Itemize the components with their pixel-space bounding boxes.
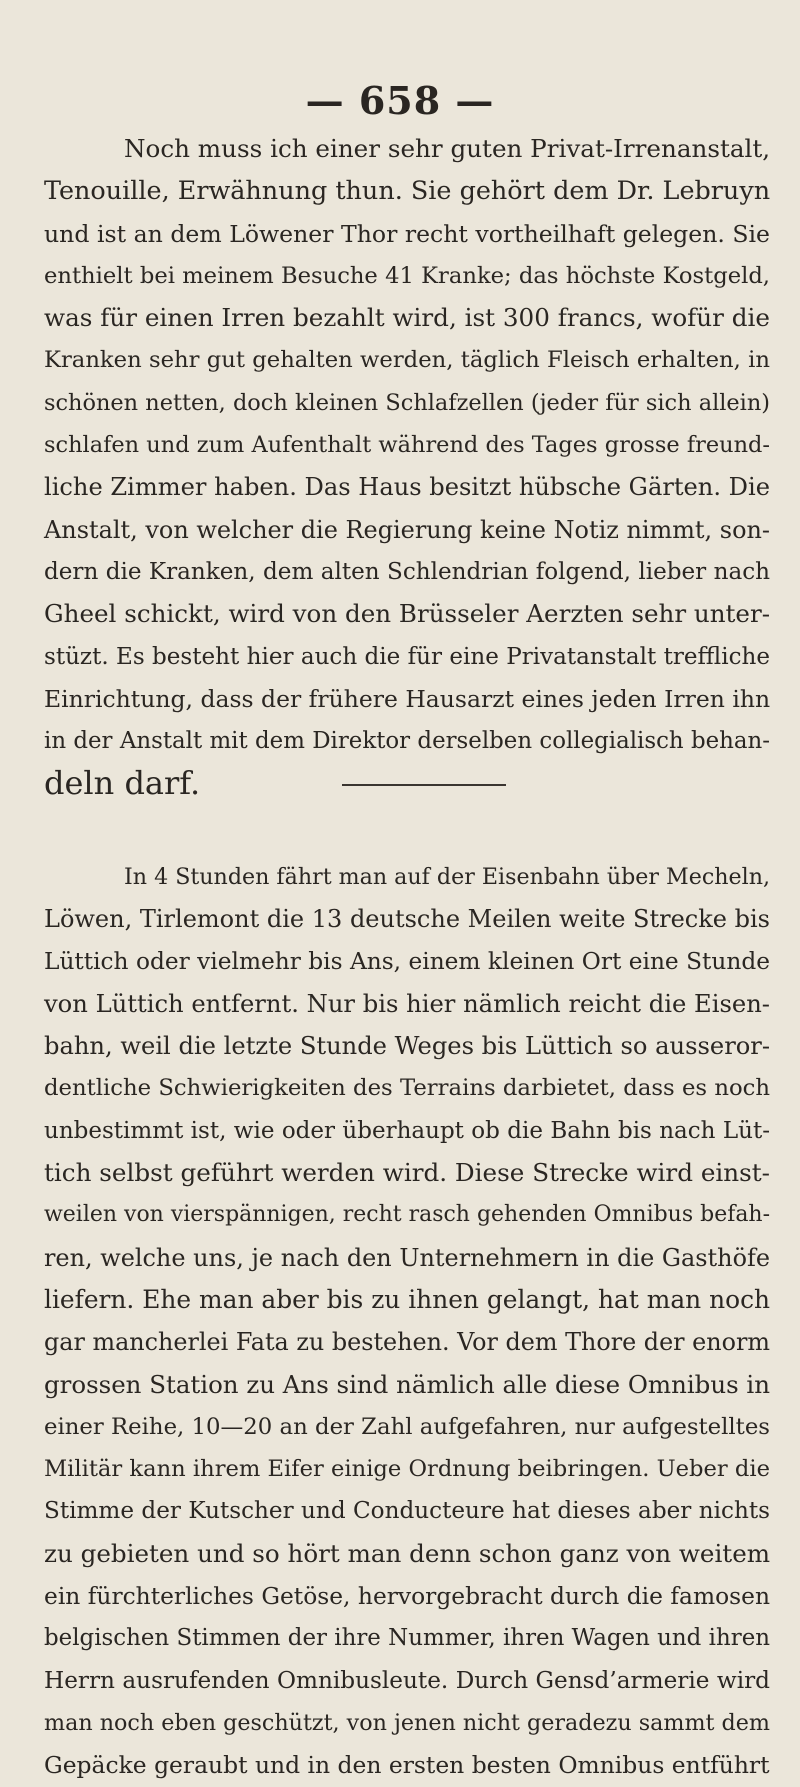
text-line: In 4 Stunden fährt man auf der Eisenbahn über Mecheln,	[124, 864, 771, 890]
text-line: enthielt bei meinem Besuche 41 Kranke; das höchste Kostgeld,	[44, 262, 770, 289]
text-line: gar mancherlei Fata zu bestehen. Vor dem Thore der enorm	[44, 1328, 770, 1357]
text-line: Stimme der Kutscher und Conducteure hat dieses aber nichts	[44, 1498, 770, 1525]
text-line: deln darf.	[44, 764, 201, 803]
text-line: was für einen Irren bezahlt wird, ist 300 francs, wofür die	[44, 303, 770, 333]
text-line: tich selbst geführt werden wird. Diese Strecke wird einst-	[44, 1158, 770, 1188]
text-line: schönen netten, doch kleinen Schlafzellen (jeder für sich allein)	[44, 389, 770, 416]
text-line: belgischen Stimmen der ihre Nummer, ihren Wagen und ihren	[44, 1625, 770, 1652]
text-line: einer Reihe, 10—20 an der Zahl aufgefahren, nur aufgestelltes	[44, 1413, 770, 1440]
text-line: und ist an dem Löwener Thor recht vortheilhaft gelegen. Sie	[44, 219, 770, 248]
text-line: Gheel schickt, wird von den Brüsseler Aerzten sehr unter-	[44, 599, 771, 629]
text-line: ren, welche uns, je nach den Unternehmern in die Gasthöfe	[44, 1243, 770, 1272]
text-line: stüzt. Es besteht hier auch die für eine Privatanstalt treffliche	[44, 643, 770, 670]
text-line: Herrn ausrufenden Omnibusleute. Durch Gensd’armerie wird	[44, 1667, 770, 1694]
text-line: Gepäcke geraubt und in den ersten besten Omnibus entführt	[44, 1751, 770, 1780]
paragraph-journey-luettich	[44, 856, 770, 1787]
text-line: dern die Kranken, dem alten Schlendrian folgend, lieber nach	[44, 558, 770, 585]
text-line: Kranken sehr gut gehalten werden, täglich Fleisch erhalten, in	[44, 347, 770, 374]
text-line: bahn, weil die letzte Stunde Weges bis Lüttich so ausseror-	[44, 1032, 770, 1061]
text-line: schlafen und zum Aufenthalt während des Tages grosse freund-	[44, 432, 770, 459]
text-line: liche Zimmer haben. Das Haus besitzt hübsche Gärten. Die	[44, 473, 770, 502]
paragraph-tenouille	[44, 128, 770, 805]
text-line: grossen Station zu Ans sind nämlich alle diese Omnibus in	[44, 1369, 771, 1399]
section-divider	[342, 784, 506, 786]
text-line: Anstalt, von welcher die Regierung keine Notiz nimmt, son-	[44, 515, 770, 544]
text-line: liefern. Ehe man aber bis zu ihnen gelangt, hat man noch	[44, 1284, 770, 1314]
text-line: zu gebieten und so hört man denn schon ganz von weitem	[44, 1538, 771, 1568]
text-line: Löwen, Tirlemont die 13 deutsche Meilen weite Strecke bis	[44, 905, 770, 934]
text-line: in der Anstalt mit dem Direktor derselben collegialisch behan-	[44, 728, 770, 755]
text-line: Tenouille, Erwähnung thun. Sie gehört dem Dr. Lebruyn	[44, 176, 771, 207]
text-line: Militär kann ihrem Eifer einige Ordnung beibringen. Ueber die	[44, 1456, 770, 1483]
text-line: ein fürchterliches Getöse, hervorgebracht durch die famosen	[44, 1582, 770, 1611]
text-line: dentliche Schwierigkeiten des Terrains darbietet, dass es noch	[44, 1075, 770, 1102]
page-number: — 658 —	[305, 78, 495, 123]
text-line: weilen von vierspännigen, recht rasch gehenden Omnibus befah-	[44, 1202, 770, 1228]
text-line: man noch eben geschützt, von jenen nicht geradezu sammt dem	[44, 1709, 770, 1736]
text-line: Lüttich oder vielmehr bis Ans, einem kleinen Ort eine Stunde	[44, 947, 770, 975]
text-line: unbestimmt ist, wie oder überhaupt ob die Bahn bis nach Lüt-	[44, 1117, 770, 1144]
text-line: von Lüttich entfernt. Nur bis hier nämlich reicht die Eisen-	[44, 989, 770, 1018]
text-line: Noch muss ich einer sehr guten Privat-Irrenanstalt,	[124, 134, 771, 163]
text-line: Einrichtung, dass der frühere Hausarzt eines jeden Irren ihn	[44, 684, 771, 713]
